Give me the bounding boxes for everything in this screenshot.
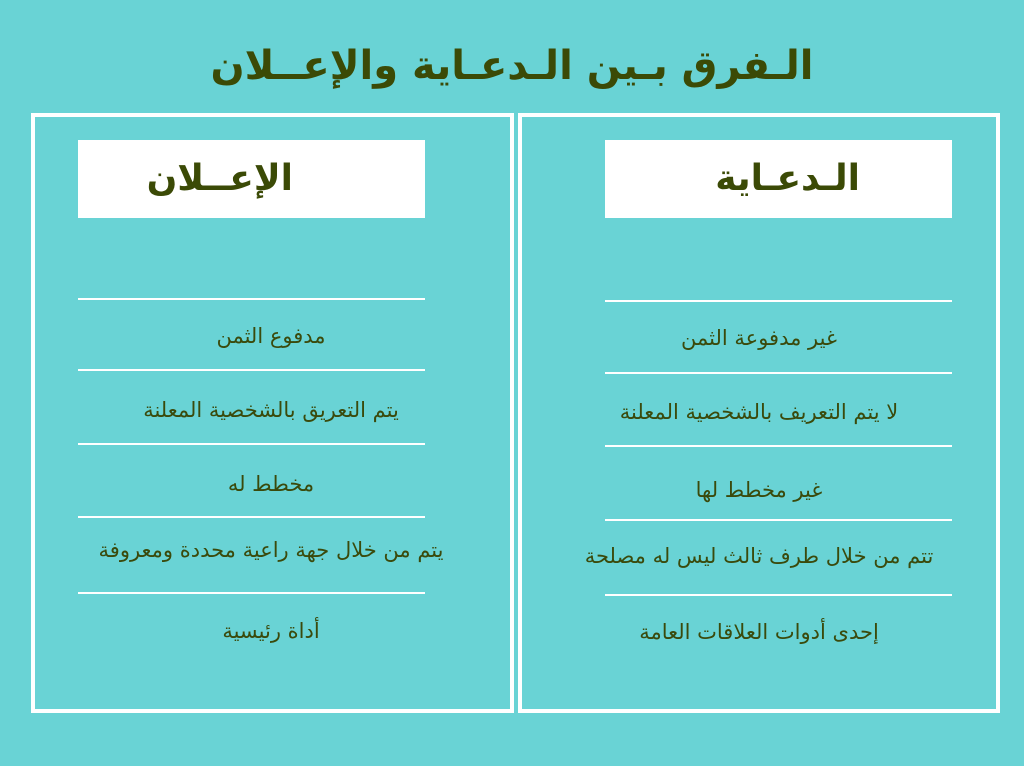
propaganda-item-2: لا يتم التعريف بالشخصية المعلنة	[619, 400, 899, 424]
propaganda-divider-3	[605, 445, 952, 447]
advertising-item-5: أداة رئيسية	[222, 619, 320, 643]
propaganda-item-3: غير مخطط لها	[695, 478, 823, 502]
advertising-item-2: يتم التعريق بالشخصية المعلنة	[143, 398, 399, 422]
propaganda-divider-1	[605, 300, 952, 302]
advertising-item-1: مدفوع الثمن	[216, 324, 326, 348]
propaganda-divider-2	[605, 372, 952, 374]
advertising-item-3: مخطط له	[227, 472, 315, 496]
propaganda-divider-5	[605, 594, 952, 596]
advertising-divider-5	[78, 592, 425, 594]
propaganda-header: الـدعـاية	[605, 140, 952, 218]
propaganda-item-4: تتم من خلال طرف ثالث ليس له مصلحة	[584, 544, 934, 568]
advertising-divider-2	[78, 369, 425, 371]
advertising-divider-1	[78, 298, 425, 300]
propaganda-item-1: غير مدفوعة الثمن	[681, 326, 837, 350]
advertising-header: الإعــلان	[78, 140, 425, 218]
advertising-divider-3	[78, 443, 425, 445]
page-title: الـفرق بـين الـدعـاية والإعــلان	[210, 43, 814, 89]
propaganda-divider-4	[605, 519, 952, 521]
propaganda-item-5: إحدى أدوات العلاقات العامة	[639, 620, 879, 644]
advertising-divider-4	[78, 516, 425, 518]
advertising-item-4: يتم من خلال جهة راعية محددة ومعروفة	[98, 538, 444, 562]
